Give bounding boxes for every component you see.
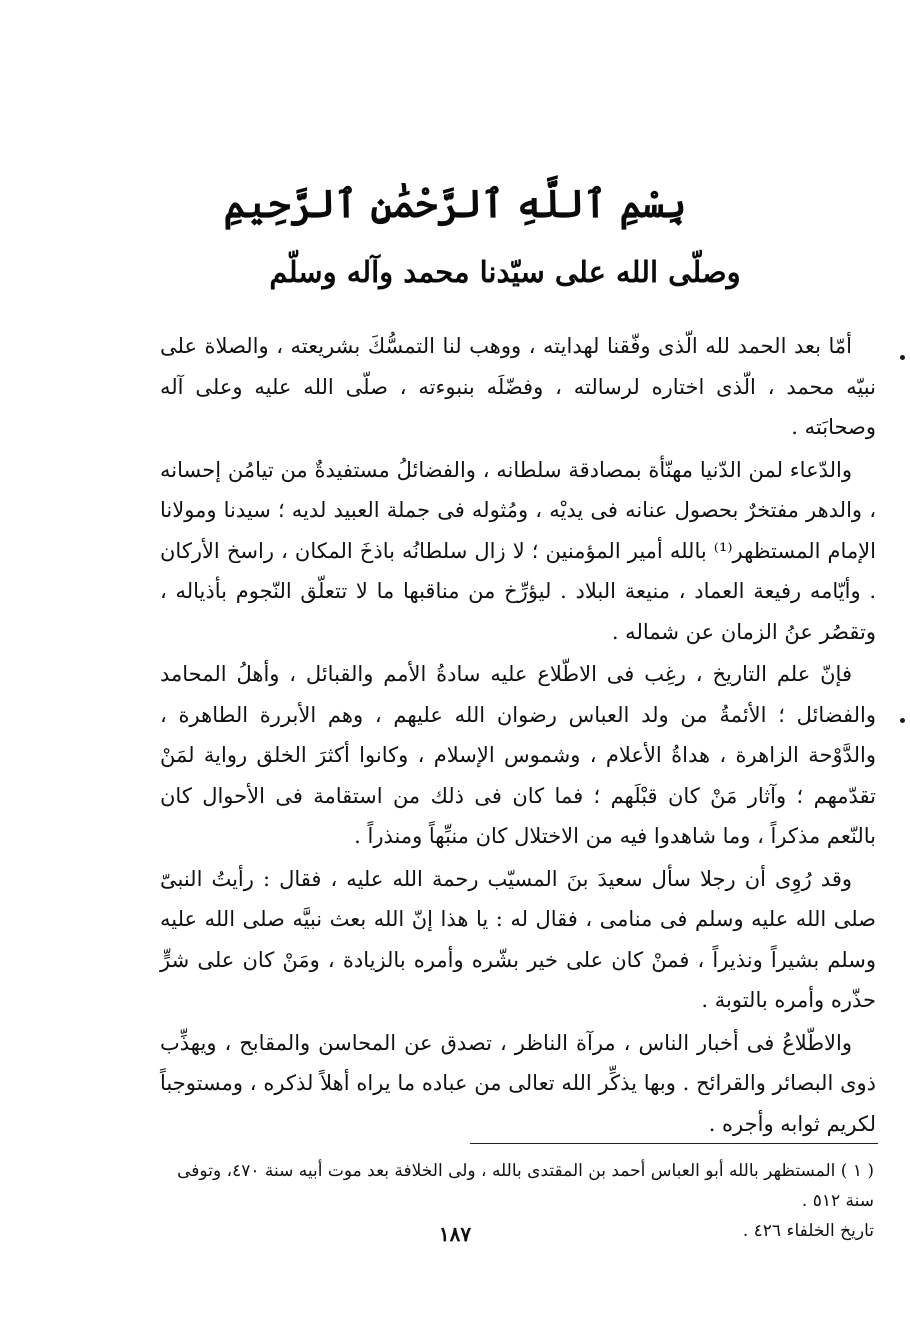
paragraph: والدّعاء لمن الدّنيا مهنّأة بمصادقة سلطانه ، والفضائلُ مستفيدةٌ من تيامُن إحسانه ، والدهر مفتخرٌ بحصول عنانه فى يديْه ، ومُثوله فى جملة العبيد لديه ؛ سيدنا ومولانا الإمام المستظهر⁽¹⁾ بالله أمير المؤمنين ؛ لا زال سلطانُه باذخَ المكان ، راسخ الأركان . وأيّامه رفيعة العماد ، منيعة البلاد . ليؤرِّخ من مناقبها ما لا تتعلّق النّجوم بأذياله ، وتقصُر عنُ الزمان عن شماله . — [160, 457, 876, 644]
basmala-heading: بِسْمِ ٱللَّهِ ٱلرَّحْمَٰنِ ٱلرَّحِيمِ — [223, 181, 687, 226]
page-number: ١٨٧ — [438, 1222, 472, 1246]
paragraph: فإنّ علم التاريخ ، رغِب فى الاطّلاع عليه سادةُ الأمم والقبائل ، وأهلُ المحامد والفضائل ؛ الأئمةُ من ولد العباس رضوان الله عليهم ، وهم الأبررة الطاهرة ، والدَّوْحة الزاهرة ، هداةُ الأعلام ، وشموس الإسلام ، وكانوا أكثرَ الخلق رواية لمَنْ تقدّمهم ؛ وآثار مَنْ كان قبْلَهم ؛ فما كان فى ذلك من استقامة فى الأحوال كان بالنّعم مذكراً ، وما شاهدوا فيه من الاختلال كان منبِّهاً ومنذراً . — [160, 662, 876, 848]
paragraph: أمّا بعد الحمد لله الّذى وفّقنا لهدايته ، ووهب لنا التمسُّكَ بشريعته ، والصلاة على نبيّه محمد ، الّذى اختاره لرسالته ، وفضّلَه بنبوءته ، صلّى الله عليه وعلى آله وصحابَته . — [160, 334, 876, 439]
footnote-divider — [470, 1143, 878, 1144]
main-text — [160, 326, 876, 1146]
paragraph: والاطّلاعُ فى أخبار الناس ، مرآة الناظر ، تصدق عن المحاسن والمقابح ، ويهذِّب ذوى البصائر والقرائح . وبها يذكِّر الله تعالى من عباده ما يراه أهلاً لذكره ، ومستوجباً لكريم ثوابه وأجره . — [160, 1030, 876, 1136]
salawat-subheading: وصلّى الله على سيّدنا محمد وآله وسلّم — [269, 255, 741, 289]
margin-mark — [900, 718, 905, 723]
footnote-line: تاريخ الخلفاء ٤٢٦ . — [742, 1221, 874, 1241]
paragraph: وقد رُوِى أن رجلا سأل سعيدَ بنَ المسيّب رحمة الله عليه ، فقال : رأيتُ النبىّ صلى الله عليه وسلم فى منامى ، فقال له : يا هذا إنّ الله بعث نبيَّه صلى الله عليه وسلم بشيراً ونذيراً ، فمنْ كان على خير بشّره وأمره بالزيادة ، ومَنْ كان على شرٍّ حذّره وأمره بالتوبة . — [160, 866, 876, 1012]
margin-mark — [900, 355, 905, 360]
footnote-line: ( ١ ) المستظهر بالله أبو العباس أحمد بن المقتدى بالله ، ولى الخلافة بعد موت أبيه سنة ٤٧٠، وتوفى سنة ٥١٢ . — [177, 1161, 874, 1211]
